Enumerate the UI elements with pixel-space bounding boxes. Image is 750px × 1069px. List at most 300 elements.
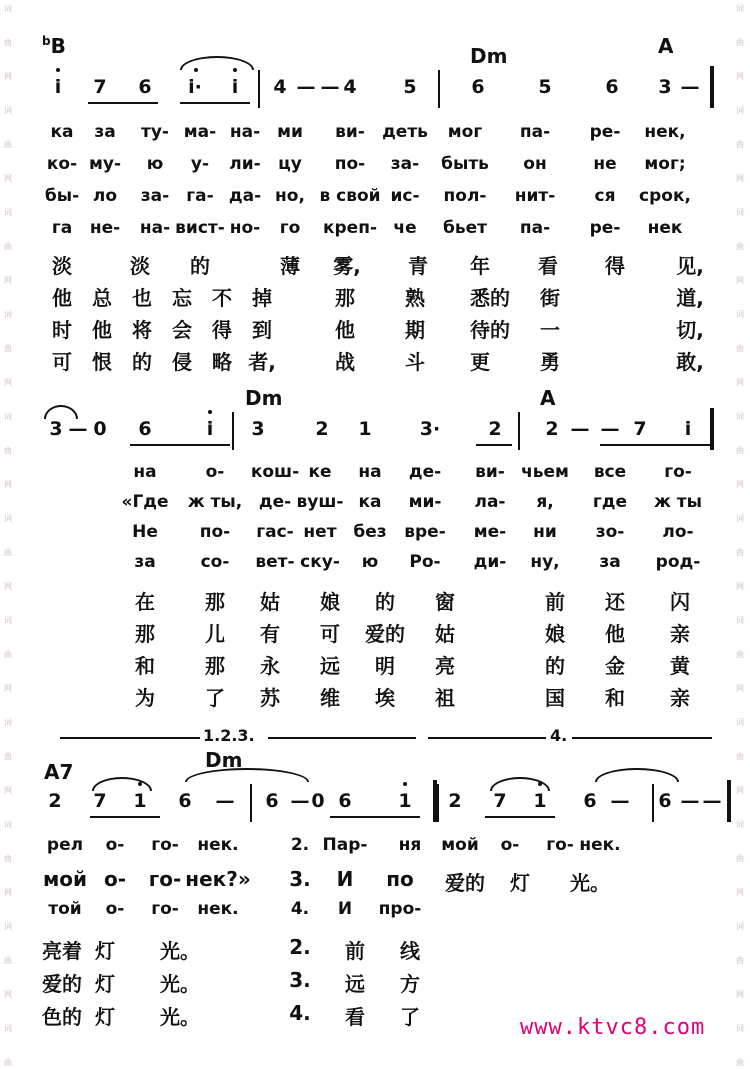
lyric-syllable: 略: [212, 350, 232, 374]
note: 6: [658, 790, 672, 812]
lyric-syllable: срок,: [639, 186, 691, 206]
lyric-syllable: 灯: [95, 939, 115, 963]
octave-dot: [56, 68, 60, 72]
lyric-syllable: 亮: [435, 654, 455, 678]
lyric-syllable: 祖: [435, 686, 455, 710]
lyric-syllable: без: [353, 522, 387, 542]
watermark-char: 词: [736, 106, 744, 115]
note: 6: [138, 76, 152, 98]
watermark-char: 曲: [4, 344, 12, 353]
watermark-char: 网: [4, 174, 12, 183]
lyric-syllable: ла-: [474, 492, 506, 512]
volta-line: [268, 737, 416, 739]
lyric-syllable: вре-: [404, 522, 446, 542]
lyric-syllable: 娘: [545, 622, 565, 646]
lyric-syllable: рел: [46, 835, 84, 855]
watermark-char: 网: [736, 72, 744, 81]
key-signature: $^b$B: [42, 34, 66, 58]
note: 6: [178, 790, 192, 812]
lyric-syllable: 忘: [172, 286, 192, 310]
note: 1: [398, 790, 412, 812]
lyric-syllable: вуш-: [296, 492, 344, 512]
note: —: [610, 790, 630, 812]
lyric-syllable: о-: [103, 867, 127, 891]
lyric-syllable: 会: [172, 318, 192, 342]
lyric-syllable: нит-: [514, 186, 556, 206]
note: 6: [583, 790, 597, 812]
lyric-syllable: 光。: [160, 1005, 200, 1029]
lyric-syllable: 他: [605, 622, 625, 646]
lyric-syllable: о-: [105, 835, 125, 855]
watermark-char: 曲: [4, 1058, 12, 1067]
lyric-syllable: о-: [205, 462, 225, 482]
slur: [185, 768, 309, 782]
watermark-char: 网: [4, 888, 12, 897]
end-barline: [433, 780, 437, 822]
lyric-syllable: Пар-: [322, 835, 368, 855]
barline: [438, 70, 440, 108]
lyric-syllable: за: [94, 122, 116, 142]
beam-underline: [476, 444, 512, 446]
lyric-syllable: ис-: [390, 186, 420, 206]
lyric-syllable: на: [133, 462, 157, 482]
lyric-syllable: 亲: [670, 686, 690, 710]
lyric-syllable: Ро-: [409, 552, 441, 572]
watermark-char: 词: [4, 820, 12, 829]
lyric-syllable: да-: [228, 186, 262, 206]
watermark-char: 词: [4, 412, 12, 421]
lyric-syllable: 有: [260, 622, 280, 646]
watermark-char: 词: [736, 412, 744, 421]
lyric-syllable: 道,: [676, 286, 704, 310]
lyric-syllable: 将: [132, 318, 152, 342]
lyric-syllable: 还: [605, 590, 625, 614]
lyric-syllable: 的: [375, 590, 395, 614]
watermark-char: 曲: [736, 140, 744, 149]
lyric-syllable: быть: [441, 154, 489, 174]
lyric-syllable: 不: [212, 286, 232, 310]
note: 1: [533, 790, 547, 812]
lyric-syllable: 金: [605, 654, 625, 678]
note: —: [68, 418, 88, 440]
lyric-syllable: пол-: [443, 186, 487, 206]
note: 0: [311, 790, 325, 812]
watermark-char: 曲: [4, 854, 12, 863]
volta-line: [60, 737, 200, 739]
lyric-syllable: И: [337, 899, 353, 919]
watermark-char: 曲: [4, 242, 12, 251]
lyric-syllable: за-: [140, 186, 170, 206]
beam-underline: [180, 102, 250, 104]
lyric-syllable: мой: [441, 835, 479, 855]
lyric-syllable: ке: [308, 462, 332, 482]
lyric-syllable: ди-: [473, 552, 507, 572]
beam-underline: [330, 816, 420, 818]
slur: [92, 777, 152, 791]
lyric-syllable: креп-: [322, 218, 378, 238]
lyric-syllable: го-: [546, 835, 574, 855]
slur: [595, 768, 679, 782]
lyric-syllable: у-: [190, 154, 210, 174]
barline: [258, 70, 260, 108]
lyric-syllable: 熟: [405, 286, 425, 310]
end-barline: [727, 780, 731, 822]
volta-line: [428, 737, 546, 739]
note: 2: [448, 790, 462, 812]
lyric-syllable: «Где: [121, 492, 169, 512]
lyric-syllable: ми: [277, 122, 303, 142]
watermark-char: 词: [736, 718, 744, 727]
lyric-syllable: ви-: [475, 462, 505, 482]
lyric-syllable: ли-: [229, 154, 261, 174]
watermark-char: 词: [4, 106, 12, 115]
watermark-char: 网: [736, 480, 744, 489]
watermark-char: 曲: [736, 650, 744, 659]
watermark-char: 网: [736, 582, 744, 591]
watermark-char: 曲: [736, 1058, 744, 1067]
lyric-syllable: 时: [52, 318, 72, 342]
lyric-syllable: 窗: [435, 590, 455, 614]
lyric-syllable: 看: [538, 254, 558, 278]
lyric-syllable: цу: [278, 154, 302, 174]
lyric-syllable: нет: [303, 522, 337, 542]
lyric-syllable: го-: [151, 835, 179, 855]
watermark-char: 曲: [736, 344, 744, 353]
lyric-syllable: 前: [545, 590, 565, 614]
watermark-char: 词: [736, 1024, 744, 1033]
lyric-syllable: на-: [229, 122, 261, 142]
note: 1: [358, 418, 372, 440]
watermark-char: 曲: [4, 752, 12, 761]
lyric-syllable: па-: [519, 218, 551, 238]
note: —: [680, 790, 700, 812]
watermark-char: 词: [4, 4, 12, 13]
chord-label: Dm: [245, 386, 283, 410]
lyric-syllable: 在: [135, 590, 155, 614]
note: 0: [93, 418, 107, 440]
lyric-syllable: 一: [540, 318, 560, 342]
lyric-syllable: мог;: [644, 154, 686, 174]
lyric-syllable: ни: [533, 522, 557, 542]
watermark-char: 网: [4, 276, 12, 285]
note: —: [296, 76, 316, 98]
volta-first: 1.2.3.: [203, 726, 255, 745]
lyric-syllable: И: [336, 867, 354, 891]
watermark-char: 网: [4, 72, 12, 81]
note: i: [54, 76, 62, 98]
lyric-syllable: ю: [361, 552, 379, 572]
lyric-syllable: 姑: [435, 622, 455, 646]
lyric-syllable: зо-: [595, 522, 625, 542]
lyric-syllable: 他: [92, 318, 112, 342]
lyric-syllable: 儿: [205, 622, 225, 646]
lyric-syllable: 更: [470, 350, 490, 374]
watermark-char: 网: [4, 582, 12, 591]
lyric-syllable: 前: [345, 939, 365, 963]
chord-label: Dm: [205, 748, 243, 772]
lyric-syllable: 娘: [320, 590, 340, 614]
lyric-syllable: 亲: [670, 622, 690, 646]
lyric-syllable: 青: [408, 254, 428, 278]
lyric-syllable: о-: [105, 899, 125, 919]
end-barline: [710, 408, 714, 450]
lyric-syllable: ми-: [408, 492, 442, 512]
beam-underline: [485, 816, 555, 818]
lyric-syllable: за: [599, 552, 621, 572]
lyric-syllable: 光。: [570, 871, 610, 895]
lyric-syllable: 姑: [260, 590, 280, 614]
lyric-syllable: 掉: [252, 286, 272, 310]
watermark-char: 词: [4, 718, 12, 727]
watermark-char: 网: [736, 276, 744, 285]
lyric-syllable: 看: [345, 1005, 365, 1029]
note: i: [206, 418, 214, 440]
lyric-syllable: нек.: [197, 899, 239, 919]
barline: [518, 412, 520, 450]
lyric-syllable: на-: [139, 218, 171, 238]
note: 2: [545, 418, 559, 440]
lyric-syllable: кош-: [250, 462, 300, 482]
lyric-syllable: га-: [186, 186, 214, 206]
lyric-syllable: по-: [199, 522, 231, 542]
note: 6: [471, 76, 485, 98]
note: —: [320, 76, 340, 98]
lyric-syllable: ка: [358, 492, 382, 512]
lyric-syllable: де-: [408, 462, 442, 482]
lyric-syllable: деть: [382, 122, 428, 142]
watermark-char: 网: [4, 786, 12, 795]
watermark-char: 曲: [736, 854, 744, 863]
lyric-syllable: о-: [500, 835, 520, 855]
site-url: www.ktvc8.com: [520, 1015, 706, 1040]
barline: [652, 784, 654, 822]
note: —: [570, 418, 590, 440]
note: i·: [188, 76, 202, 98]
lyric-syllable: не-: [89, 218, 121, 238]
chord-label: A7: [44, 760, 74, 784]
lyric-syllable: нек,: [644, 122, 686, 142]
lyric-syllable: 灯: [95, 1005, 115, 1029]
lyric-syllable: 维: [320, 686, 340, 710]
lyric-syllable: нек?»: [185, 867, 251, 891]
lyric-syllable: 见,: [676, 254, 704, 278]
note: 6: [138, 418, 152, 440]
lyric-syllable: 3.: [289, 867, 311, 891]
note: 3: [658, 76, 672, 98]
lyric-syllable: 敢,: [676, 350, 704, 374]
lyric-syllable: Не: [132, 522, 158, 542]
lyric-syllable: я,: [536, 492, 554, 512]
lyric-syllable: ю: [146, 154, 164, 174]
lyric-syllable: 线: [400, 939, 420, 963]
note: 7: [93, 790, 107, 812]
watermark-char: 曲: [736, 446, 744, 455]
lyric-syllable: 那: [135, 622, 155, 646]
lyric-syllable: той: [48, 899, 82, 919]
lyric-syllable: 的: [545, 654, 565, 678]
lyric-syllable: 了: [400, 1005, 420, 1029]
lyric-syllable: ре-: [589, 122, 621, 142]
lyric-syllable: ту-: [141, 122, 169, 142]
lyric-syllable: за: [134, 552, 156, 572]
lyric-syllable: 总: [92, 286, 112, 310]
note: —: [215, 790, 235, 812]
slur: [490, 777, 550, 791]
lyric-syllable: па-: [519, 122, 551, 142]
barline: [232, 412, 234, 450]
watermark-char: 曲: [736, 242, 744, 251]
lyric-syllable: 的: [190, 254, 210, 278]
lyric-syllable: 那: [205, 654, 225, 678]
lyric-syllable: где: [592, 492, 628, 512]
watermark-char: 网: [736, 786, 744, 795]
lyric-syllable: не: [593, 154, 617, 174]
lyric-syllable: гас-: [256, 522, 294, 542]
lyric-syllable: нек.: [197, 835, 239, 855]
lyric-syllable: 了: [205, 686, 225, 710]
watermark-char: 网: [4, 990, 12, 999]
beam-underline: [130, 444, 230, 446]
barline: [437, 784, 439, 822]
watermark-char: 网: [736, 990, 744, 999]
lyric-syllable: 埃: [375, 686, 395, 710]
note: —: [600, 418, 620, 440]
lyric-syllable: бы-: [44, 186, 80, 206]
watermark-char: 词: [736, 208, 744, 217]
lyric-syllable: 切,: [676, 318, 704, 342]
lyric-syllable: 爱的: [445, 871, 485, 895]
lyric-syllable: 淡: [52, 254, 72, 278]
slur: [180, 56, 254, 70]
volta-line: [572, 737, 712, 739]
lyric-syllable: 亮着: [42, 939, 82, 963]
lyric-syllable: 者,: [248, 350, 276, 374]
note: 5: [403, 76, 417, 98]
lyric-syllable: ну,: [530, 552, 560, 572]
octave-dot: [403, 782, 407, 786]
lyric-syllable: 那: [335, 286, 355, 310]
lyric-syllable: бьет: [442, 218, 488, 238]
lyric-syllable: 恨: [92, 350, 112, 374]
beam-underline: [88, 102, 158, 104]
watermark-char: 曲: [4, 38, 12, 47]
lyric-syllable: де-: [258, 492, 292, 512]
lyric-syllable: вист-: [175, 218, 225, 238]
lyric-syllable: 雾,: [333, 254, 361, 278]
lyric-syllable: за-: [390, 154, 420, 174]
lyric-syllable: на: [358, 462, 382, 482]
lyric-syllable: чьем: [521, 462, 569, 482]
chord-label: Dm: [470, 44, 508, 68]
lyric-syllable: ня: [398, 835, 422, 855]
lyric-syllable: го-: [151, 899, 179, 919]
note: 3: [49, 418, 63, 440]
watermark-char: 词: [4, 1024, 12, 1033]
lyric-syllable: 色的: [42, 1005, 82, 1029]
lyric-syllable: со-: [200, 552, 230, 572]
beam-underline: [600, 444, 710, 446]
lyric-syllable: 待的: [470, 318, 510, 342]
lyric-syllable: 和: [605, 686, 625, 710]
watermark-char: 词: [736, 922, 744, 931]
note: —: [290, 790, 310, 812]
watermark-char: 词: [4, 514, 12, 523]
lyric-syllable: 可: [320, 622, 340, 646]
lyric-syllable: 的: [132, 350, 152, 374]
lyric-syllable: 也: [132, 286, 152, 310]
lyric-syllable: 那: [205, 590, 225, 614]
note: 2: [315, 418, 329, 440]
note: 3·: [419, 418, 441, 440]
side-watermark-right: [732, 0, 750, 1069]
watermark-char: 词: [736, 4, 744, 13]
lyric-syllable: 为: [135, 686, 155, 710]
lyric-syllable: нек.: [579, 835, 621, 855]
watermark-char: 网: [736, 888, 744, 897]
lyric-syllable: вет-: [255, 552, 295, 572]
lyric-syllable: 街: [540, 286, 560, 310]
note: 5: [538, 76, 552, 98]
watermark-char: 词: [736, 820, 744, 829]
lyric-syllable: 灯: [95, 972, 115, 996]
lyric-syllable: 4.: [290, 899, 310, 919]
watermark-char: 曲: [736, 956, 744, 965]
barline: [250, 784, 252, 822]
lyric-syllable: 爱的: [365, 622, 405, 646]
lyric-syllable: 得: [212, 318, 232, 342]
watermark-char: 曲: [4, 650, 12, 659]
lyric-syllable: 灯: [510, 871, 530, 895]
note: 4: [343, 76, 357, 98]
watermark-char: 词: [4, 922, 12, 931]
lyric-syllable: ви-: [335, 122, 365, 142]
lyric-syllable: ло: [92, 186, 118, 206]
lyric-syllable: 光。: [160, 939, 200, 963]
end-barline: [710, 66, 714, 108]
lyric-syllable: все: [593, 462, 627, 482]
lyric-syllable: нек: [647, 218, 683, 238]
lyric-syllable: го-: [148, 867, 182, 891]
beam-underline: [90, 816, 160, 818]
watermark-char: 网: [736, 378, 744, 387]
lyric-syllable: 悉的: [470, 286, 510, 310]
note: —: [702, 790, 722, 812]
lyric-syllable: че: [393, 218, 417, 238]
lyric-syllable: 得: [605, 254, 625, 278]
watermark-char: 词: [4, 208, 12, 217]
lyric-syllable: 侵: [172, 350, 192, 374]
octave-dot: [208, 410, 212, 414]
note: —: [680, 76, 700, 98]
lyric-syllable: ма-: [183, 122, 217, 142]
lyric-syllable: 战: [335, 350, 355, 374]
watermark-char: 网: [4, 684, 12, 693]
lyric-syllable: 他: [335, 318, 355, 342]
lyric-syllable: 勇: [540, 350, 560, 374]
watermark-char: 网: [736, 684, 744, 693]
lyric-syllable: ж ты,: [187, 492, 243, 512]
note: 1: [133, 790, 147, 812]
watermark-char: 曲: [736, 548, 744, 557]
watermark-char: 曲: [736, 38, 744, 47]
lyric-syllable: 可: [52, 350, 72, 374]
lyric-syllable: 年: [470, 254, 490, 278]
watermark-char: 曲: [4, 140, 12, 149]
lyric-syllable: 永: [260, 654, 280, 678]
note: 7: [493, 790, 507, 812]
lyric-syllable: 到: [252, 318, 272, 342]
note: 7: [93, 76, 107, 98]
